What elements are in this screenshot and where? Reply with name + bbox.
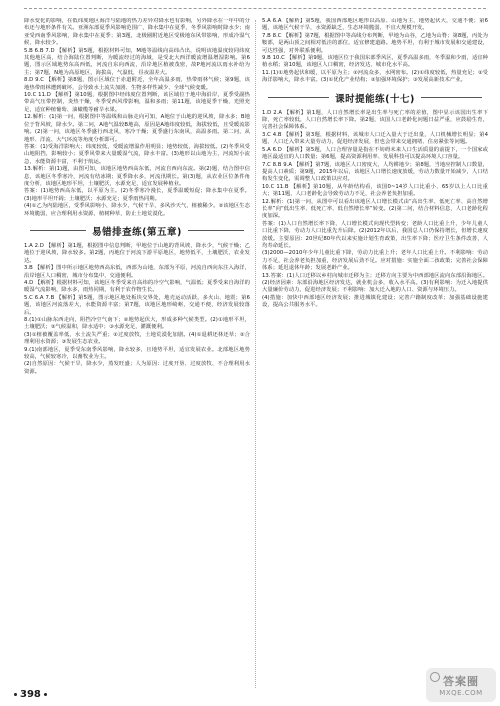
right-answers-bottom bbox=[262, 110, 488, 310]
answer-paragraph: 3.C 4.B 【解析】第3题，根据材料，该城市人口迁入量大于迁出量，人口机械增长明显；第4题，人口迁入带来大量劳动力，促进经济发展，但也会带来交通拥堵、住房紧张等问题。 bbox=[262, 131, 488, 146]
section-title: 易错排查练(第五章) bbox=[92, 226, 182, 238]
answer-paragraph: 8.D 9.C 【解析】第8题，图示区域位于赤道附近，全年高温多雨，热带雨林气候；第9题，该地热带雨林遭到破坏，会导致水土流失加剧、生物多样性减少、全球气候变暖。 bbox=[24, 77, 250, 91]
answer-paragraph: 10.C 11.D 【解析】第10题，根据图中经纬度位置判断，该区域位于地中海沿岸，夏季受副热带高气压带控制，炎热干燥，冬季受西风带影响，温和多雨；第11题，该地夏季干燥，光照充足，适宜种植葡萄、油橄榄等耐旱水果。 bbox=[24, 92, 250, 113]
section-header-lesson17 bbox=[262, 90, 488, 106]
answer-paragraph: 答案：(1)受海洋影响大；纬度较低，受暖流增温作用明显；地势较低，海拔较低。(2)冬季风受山地阻挡，影响较小；夏季风带来大量暖湿气流，降水丰富。(3)地形以山地为主，河流短小流急，水能资源丰富，不利于航运。 bbox=[24, 143, 250, 165]
section-rule-right bbox=[188, 230, 244, 231]
section-rule-right bbox=[421, 97, 482, 98]
answer-paragraph: (4)①乙为内陆地区，受季风影响小，降水少，气候干旱，多风沙天气，植被稀少。②该地区生态环境脆弱，应合理利用水资源，植树种草，防止土地荒漠化。 bbox=[24, 203, 250, 217]
answer-paragraph: 答案：(1)人口自然增长率下降，人口增长模式向现代型转变；老龄人口比重上升，少年儿童人口比重下降，劳动力人口比重先升后降。(2)2012年以后，我国总人口仍保持增长，但增长速度放缓。主要原因：20世纪80年代以来实施计划生育政策，出生率下降；医疗卫生条件改善，人均寿命延长。 bbox=[262, 220, 488, 249]
right-answers-top bbox=[262, 18, 488, 85]
answer-paragraph: 5.A 6.D 【解析】第5题，人口合理容量是指在不妨碍未来人口生活质量的前提下，一个国家或地区最适宜的人口数量；第6题，提高资源利用率、发展科技可以提高环境人口容量。 bbox=[262, 146, 488, 161]
top-divider bbox=[24, 8, 486, 9]
answer-paragraph: 9.B 10.C 【解析】第9题，该地区位于我国东部季风区，夏季高温多雨，冬季温和少雨，适宜种植水稻；第10题，该地区人口稠密，经济发达，城市化水平高。 bbox=[262, 55, 488, 69]
answer-paragraph: 11.(1)①地势起伏和缓，以平原为主；②河流众多，水网密布。(2)①纬度较低，热量充足；②受海洋影响大，降水丰富。(3)①优化产业结构；②加强环境保护；③发展高新技术产业。 bbox=[262, 69, 488, 84]
answer-paragraph: 13.答案：(1)人口迁移以乡村向城市迁移为主；迁移方向主要为中西部地区流向东部沿海地区。(2)经济因素：东部沿海地区经济发达，就业机会多，收入水平高。(3)有利影响：为迁入地提供大量廉价劳动力，促进经济发展；不利影响：加大迁入地的人口、资源与环境压力。 bbox=[262, 272, 488, 294]
column-divider bbox=[255, 20, 256, 688]
section-title: 课时提能练(十七) bbox=[335, 93, 415, 105]
bullet-icon bbox=[14, 693, 17, 696]
answer-paragraph: 5.B 6.B 7.D 【解析】第5题，根据材料可知，M地等温线向高纬凸出，说明该地温度较同纬度其他地区高，结合海陆位置判断，为暖流经过的海域，是受北大西洋暖流增温增湿影响。第6题，图示区域地势东高西低，河流自东向西流，沿岸地区植被茂密，故P地河流以雨水补给为主；第7题，N地为高原地区，海拔高，气温低，昼夜温差大。 bbox=[24, 47, 250, 76]
answer-paragraph: 13.解析：第(1)题，由图可知，该地区地势西高东低，河流自西向东流。第(2)题，结合图中信息，该地区冬季寒冷，河流有结冰期；夏季降水多，河流汛期长。第(3)题，从农业区位条件角度分析，该地区地形平坦，土壤肥沃，水源充足，适宜发展种植业。 bbox=[24, 166, 250, 187]
answer-paragraph: 答案：(1)地势西高东低，以平原为主。(2)冬季寒冷漫长，夏季温暖短促；降水集中在夏季。(3)地形平坦开阔；土壤肥沃；水源充足；夏季雨热同期。 bbox=[24, 188, 250, 202]
answer-paragraph: 9.(1)南部地区，夏季受东南季风影响，降水较多，且地势平坦，适宜发展农业。北部地区地势较高，气候较寒冷，以畜牧业为主。 bbox=[24, 346, 250, 361]
answer-paragraph: (3)2000—2010年少年儿童比重下降，劳动力比重上升；老年人口比重上升。不利影响：劳动力不足，社会养老负担加重，经济发展后劲不足。应对措施：实施全面二孩政策；完善社会保障体系；延迟退休年龄；发展老龄产业。 bbox=[262, 250, 488, 272]
answer-paragraph: 12.解析：(1)第一问，根据图中等温线和山脉走向可知，A地位于山地的迎风坡，降水多；B地位于背风坡，降水少。第二问，A地气温较B地高，原因是A地纬度较低，海拔较低，且受暖流影响。(2)第一问，该地区冬季盛行西北风，寒冷干燥；夏季盛行东南风，高温多雨。第二问，从地形、洋流、大气环流等角度分析即可。 bbox=[24, 114, 250, 143]
watermark-url: MXQE.COM bbox=[439, 689, 483, 697]
answer-page bbox=[16, 8, 486, 696]
left-answers-bottom bbox=[24, 243, 250, 376]
answer-paragraph: 5.A 6.A 【解析】第5题，我国西部地区地形以高原、山地为主，地势起伏大，交通不便；第6题，该地区气候干旱，水资源缺乏，生态环境脆弱，不宜大规模开发。 bbox=[262, 18, 488, 32]
answer-paragraph: 5.C 6.A 7.B 【解析】第5题，图示地区地处板块交界处，地壳运动活跃，多火山、地震；第6题，该地区河流落差大，水能资源丰富；第7题，该地区地形崎岖，交通不便，经济发展较落后。 bbox=[24, 294, 250, 316]
section-rule-left bbox=[268, 97, 329, 98]
section-header-chapter5 bbox=[24, 223, 250, 239]
answer-paragraph: 降水变化的影响，在低纬度地区海洋与陆地的热力差异对降水也有影响，另外降水在一年中的分布还与地形条件有关。亚洲东部夏季风影响范围广，降水集中在夏季，冬季风影响时降水少；南亚受西南季风影响，降水集中在夏季；第3题，北极圈附近地区受极地东风带影响，形成冷湿气候，降水较少。 bbox=[24, 18, 250, 47]
answer-paragraph: 1.D 2.A 【解析】第1题，人口自然增长率是出生率与死亡率的差值，图中显示该国出生率下降，死亡率较低，人口自然增长率下降。第2题，该国人口老龄化问题日益严重，应鼓励生育，完善社会保障体系。 bbox=[262, 109, 488, 131]
left-answers-top bbox=[24, 18, 250, 218]
answer-paragraph: (2)自然原因：气候干旱，降水少，蒸发旺盛；人为原因：过度开垦、过度放牧、不合理利用水资源。 bbox=[24, 361, 250, 375]
watermark-logo-icon bbox=[430, 672, 440, 682]
answer-paragraph: 7.B 8.C 【解析】第7题，根据图中等高线分布判断，甲地为山谷，乙地为山脊；第8题，丙处为鞍部，是两山顶之间相对低洼的部位，适宜修建道路。地势平坦，有利于城市发展和交通建设，可达性强，对外联系便利。 bbox=[262, 32, 488, 54]
page-number: 398 bbox=[20, 689, 41, 700]
page-footer bbox=[14, 689, 47, 700]
answer-paragraph: 3.B 【解析】图中所示地区地势西高东低，西部为山地，东部为平原，河流自西向东注入海洋，沿岸地区人口稠密，城市分布集中，交通便利。 bbox=[24, 265, 250, 279]
answer-paragraph: (3)①植被覆盖率低，水土流失严重；②过度放牧，土地荒漠化加剧。(4)①退耕还林还草；②合理利用水资源；③发展生态农业。 bbox=[24, 331, 250, 346]
answer-paragraph: 4.D 【解析】根据材料可知，该地区冬季受来自高纬的冷空气影响，气温低；夏季受来自海洋的暖湿气流影响，降水多，雨热同期，有利于农作物生长。 bbox=[24, 280, 250, 294]
left-column bbox=[24, 18, 250, 673]
answer-paragraph: (4)措施：加快中西部地区经济发展；推进城镇化建设；完善户籍制度改革；加强基础设施建设，提高公共服务水平。 bbox=[262, 294, 488, 309]
section-rule-left bbox=[30, 230, 86, 231]
answer-paragraph: 12.解析：(1)第一问，从图中可以看出该地区人口增长模式由“高出生率、低死亡率、高自然增长率”向“低出生率、低死亡率、低自然增长率”转变。(2)第二问，结合材料信息，人口老龄化程度加深。 bbox=[262, 198, 488, 220]
answer-paragraph: 8.(1)①山脉东西走向，阻挡冷空气南下；②地势起伏大，形成多种气候类型。(2)①地形平坦，土壤肥沃；②气候温和，降水适中；③水源充足，灌溉便利。 bbox=[24, 317, 250, 331]
answer-paragraph: 1.A 2.D 【解析】第1题，根据图中信息判断，甲地位于山地的背风坡，降水少，气候干燥；乙地位于迎风坡，降水较多。第2题，丙地位于河流下游平原地区，地势低平，土壤肥沃，农业发达。 bbox=[24, 242, 250, 264]
site-watermark bbox=[426, 668, 496, 702]
watermark-title: 答案圈 bbox=[443, 675, 479, 688]
answer-paragraph: 10.C 11.B 【解析】第10题，从年龄结构看，该国0~14岁人口比重小，65岁以上人口比重大；第11题，人口老龄化会导致劳动力不足，社会养老负担加重。 bbox=[262, 183, 488, 198]
bullet-icon bbox=[44, 693, 47, 696]
answer-paragraph: 7.C 8.B 9.A 【解析】第7题，该地区人口密度大，人均耕地少；第8题，当地应控制人口数量，提高人口素质；第9题，2015年以后，该地区人口增长速度放缓，劳动力数量开始减少，人口结构发生变化，需调整人口政策以应对。 bbox=[262, 161, 488, 183]
right-column bbox=[262, 18, 488, 698]
